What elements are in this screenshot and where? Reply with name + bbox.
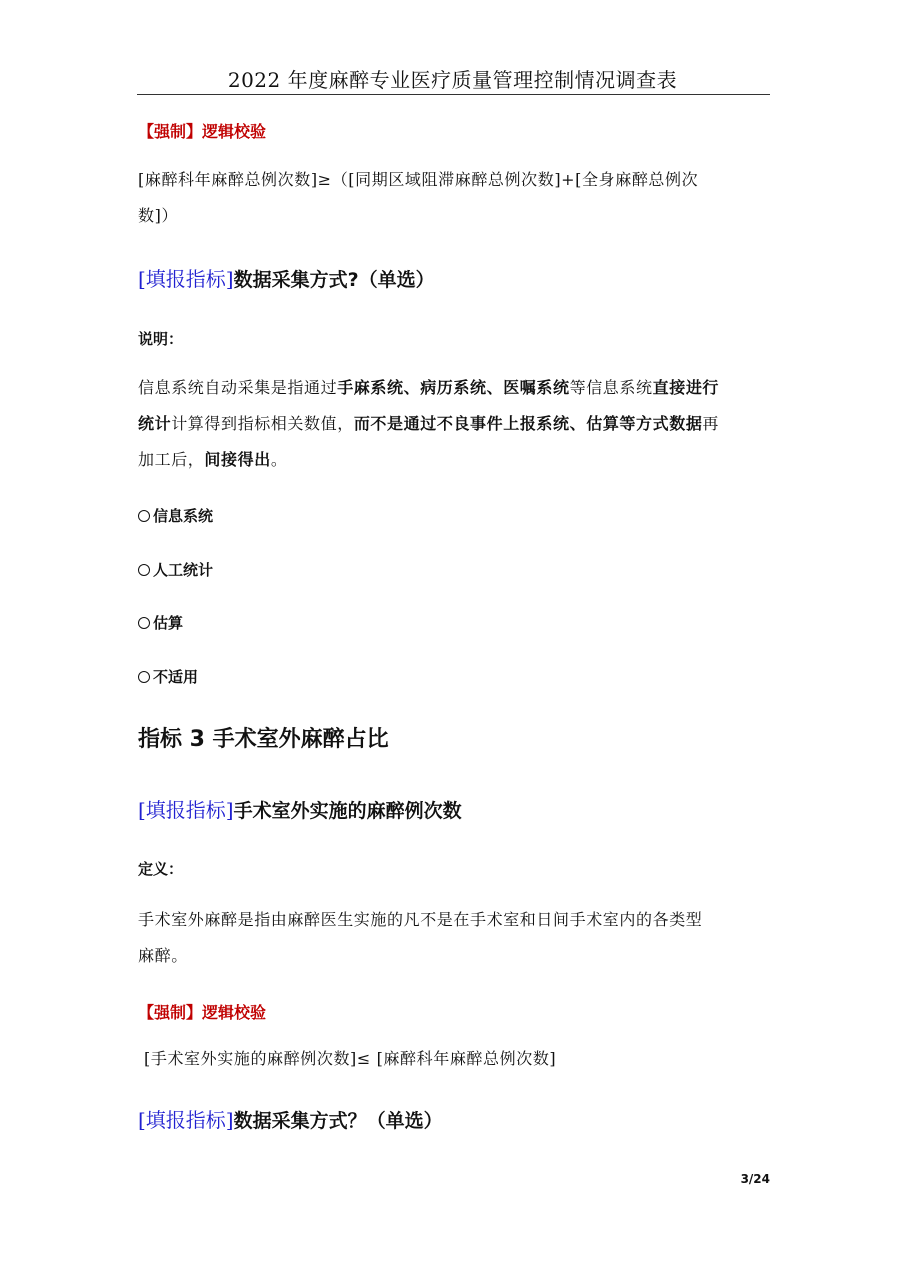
logic-formula-2: [手术室外实施的麻醉例次数]≤ [麻醉科年麻醉总例次数] (144, 1049, 557, 1068)
indicator-heading: 指标 3 手术室外麻醉占比 (138, 727, 389, 752)
logic-formula-line2: 数]） (138, 206, 179, 225)
definition-paragraph (138, 902, 772, 974)
question-collection-method (138, 263, 435, 292)
page-header-title: 2022 年度麻醉专业医疗质量管理控制情况调查表 (227, 68, 678, 92)
note-line2: 统计计算得到指标相关数值，而不是通过不良事件上报系统、估算等方式数据再 (138, 414, 720, 433)
question-text: 数据采集方式？（单选） (233, 1110, 443, 1132)
radio-circle-icon[interactable] (138, 617, 150, 629)
logic-formula (138, 162, 772, 234)
radio-circle-icon[interactable] (138, 510, 150, 522)
question-collection-method-2 (138, 1104, 443, 1133)
mandatory-check-label: 【强制】逻辑校验 (138, 1003, 267, 1022)
question-outside-or-count (138, 794, 462, 823)
header-divider (137, 94, 770, 95)
definition-line2: 麻醉。 (138, 946, 188, 965)
radio-circle-icon[interactable] (138, 564, 150, 576)
radio-option-not-applicable[interactable] (138, 666, 198, 687)
fill-indicator-tag: [填报指标] (138, 798, 234, 822)
radio-option-info-system[interactable] (138, 505, 213, 526)
radio-option-manual-stats[interactable] (138, 559, 213, 580)
note-line1: 信息系统自动采集是指通过手麻系统、病历系统、医嘱系统等信息系统直接进行 (138, 378, 720, 397)
definition-label: 定义： (138, 860, 184, 878)
fill-indicator-tag: [填报指标] (138, 267, 234, 291)
question-text: 手术室外实施的麻醉例次数 (233, 800, 462, 822)
option-label: 不适用 (153, 668, 199, 686)
fill-indicator-tag: [填报指标] (138, 1108, 234, 1132)
option-label: 估算 (153, 614, 184, 632)
note-paragraph (138, 370, 772, 478)
radio-circle-icon[interactable] (138, 671, 150, 683)
definition-line1: 手术室外麻醉是指由麻醉医生实施的凡不是在手术室和日间手术室内的各类型 (138, 910, 703, 929)
option-label: 信息系统 (153, 507, 214, 525)
mandatory-check-label: 【强制】逻辑校验 (138, 122, 267, 141)
page-number: 3/24 (740, 1172, 770, 1186)
question-text: 数据采集方式?（单选） (233, 269, 435, 291)
note-label: 说明： (138, 330, 184, 348)
option-label: 人工统计 (153, 561, 214, 579)
radio-option-estimate[interactable] (138, 612, 183, 633)
logic-formula-line1: [麻醉科年麻醉总例次数]≥（[同期区域阻滞麻醉总例次数]+[全身麻醉总例次 (138, 170, 699, 189)
note-line3: 加工后，间接得出。 (138, 450, 288, 469)
